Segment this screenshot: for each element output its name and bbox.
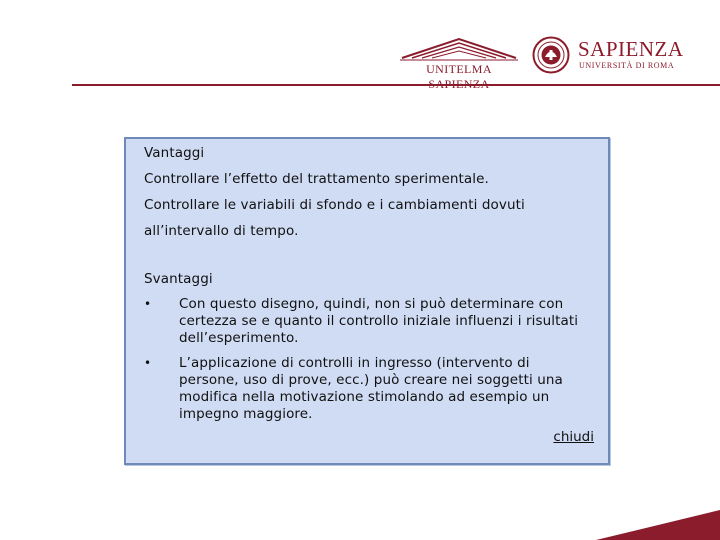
unitelma-logo <box>398 36 520 80</box>
bullet-marker: • <box>144 297 152 311</box>
svantaggi-item: L’applicazione di controlli in ingresso (intervento di persone, uso di prove, ecc.) può creare nei soggetti una modifica nella motivazione stimolando ad esempio un impegno maggiore. <box>179 355 563 422</box>
svantaggi-title: Svantaggi <box>144 271 213 287</box>
corner-decoration <box>596 508 720 540</box>
sapienza-seal-icon <box>532 36 570 74</box>
bullet-marker: • <box>144 356 152 370</box>
vantaggi-title: Vantaggi <box>144 145 205 161</box>
unitelma-logo-text: UNITELMA <box>426 62 492 76</box>
info-popup <box>124 137 610 465</box>
temple-roof-icon <box>398 36 520 62</box>
svantaggi-item: Con questo disegno, quindi, non si può determinare con certezza se e quanto il controllo iniziale influenzi i risultati dell’esperimento. <box>179 296 579 346</box>
close-link[interactable]: chiudi <box>553 429 594 445</box>
vantaggi-line: Controllare le variabili di sfondo e i cambiamenti dovuti <box>144 197 525 213</box>
sapienza-logo-subtitle: UNIVERSITÀ DI ROMA <box>579 61 675 70</box>
sapienza-logo-name: SAPIENZA <box>578 37 684 61</box>
vantaggi-line: Controllare l’effetto del trattamento sperimentale. <box>144 171 489 187</box>
vantaggi-line: all’intervallo di tempo. <box>144 223 299 239</box>
header-divider <box>72 84 720 86</box>
